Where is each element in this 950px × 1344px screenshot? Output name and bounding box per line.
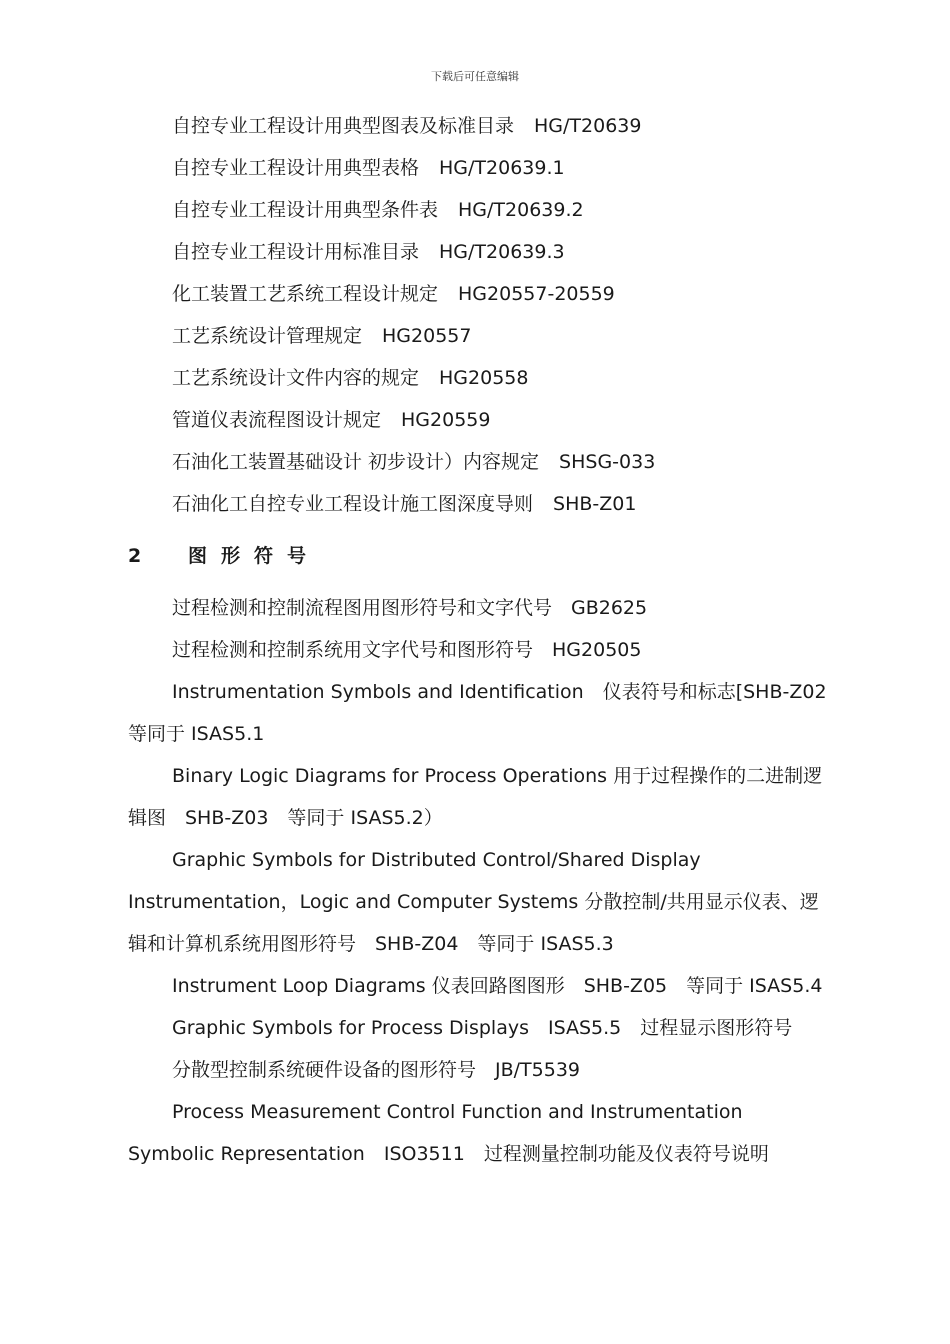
reference-title: 工艺系统设计管理规定 bbox=[172, 325, 363, 347]
section-item: Instrumentation Symbols and Identification 仪表符号和标志[SHB-Z02 等同于 ISAS5.1 bbox=[128, 681, 827, 745]
reference-title: 化工装置工艺系统工程设计规定 bbox=[172, 283, 439, 305]
reference-code: HG20558 bbox=[439, 367, 529, 389]
section-item: 分散型控制系统硬件设备的图形符号 JB/T5539 bbox=[172, 1059, 581, 1081]
reference-code: HG20557-20559 bbox=[458, 283, 615, 305]
section-title: 图形符号 bbox=[188, 545, 321, 567]
reference-title: 自控专业工程设计用典型表格 bbox=[172, 157, 420, 179]
section-item-list bbox=[128, 587, 828, 1175]
reference-item bbox=[128, 483, 828, 525]
reference-item bbox=[128, 357, 828, 399]
reference-item bbox=[128, 399, 828, 441]
section-heading bbox=[128, 535, 828, 577]
reference-title: 石油化工装置基础设计 初步设计）内容规定 bbox=[172, 451, 540, 473]
reference-code: SHSG-033 bbox=[559, 451, 656, 473]
reference-title: 工艺系统设计文件内容的规定 bbox=[172, 367, 420, 389]
page-header: 下载后可任意编辑 bbox=[431, 70, 519, 83]
section-item: Process Measurement Control Function and Instrumentation Symbolic Representation ISO3511 过程测量控制功能及仪表符号说明 bbox=[128, 1101, 769, 1165]
reference-item bbox=[128, 273, 828, 315]
reference-title: 自控专业工程设计用典型条件表 bbox=[172, 199, 439, 221]
reference-code: HG/T20639.3 bbox=[439, 241, 565, 263]
reference-code: HG/T20639 bbox=[534, 115, 642, 137]
reference-title: 管道仪表流程图设计规定 bbox=[172, 409, 382, 431]
reference-title: 自控专业工程设计用典型图表及标准目录 bbox=[172, 115, 515, 137]
section-number: 2 bbox=[128, 545, 142, 567]
reference-item bbox=[128, 147, 828, 189]
section-item: Graphic Symbols for Process Displays ISAS5.5 过程显示图形符号 bbox=[172, 1017, 793, 1039]
reference-item bbox=[128, 189, 828, 231]
reference-code: HG/T20639.2 bbox=[458, 199, 584, 221]
reference-code: SHB-Z01 bbox=[553, 493, 637, 515]
section-item: 过程检测和控制系统用文字代号和图形符号 HG20505 bbox=[172, 639, 642, 661]
reference-code: HG20557 bbox=[382, 325, 472, 347]
reference-code: HG/T20639.1 bbox=[439, 157, 565, 179]
reference-item bbox=[128, 315, 828, 357]
reference-item bbox=[128, 231, 828, 273]
reference-item bbox=[128, 441, 828, 483]
reference-title: 石油化工自控专业工程设计施工图深度导则 bbox=[172, 493, 534, 515]
section-item: Binary Logic Diagrams for Process Operations 用于过程操作的二进制逻辑图 SHB-Z03 等同于 ISAS5.2） bbox=[128, 765, 823, 829]
document-body bbox=[128, 105, 828, 1175]
section-item: 过程检测和控制流程图用图形符号和文字代号 GB2625 bbox=[172, 597, 648, 619]
section-item: Graphic Symbols for Distributed Control/Shared Display Instrumentation，Logic and Computer Systems 分散控制/共用显示仪表、逻辑和计算机系统用图形符号 SHB-Z04 等同于 ISAS5.3 bbox=[128, 849, 819, 955]
section-item: Instrument Loop Diagrams 仪表回路图图形 SHB-Z05 等同于 ISAS5.4 bbox=[172, 975, 823, 997]
reference-item bbox=[128, 105, 828, 147]
reference-title: 自控专业工程设计用标准目录 bbox=[172, 241, 420, 263]
reference-list bbox=[128, 105, 828, 525]
reference-code: HG20559 bbox=[401, 409, 491, 431]
